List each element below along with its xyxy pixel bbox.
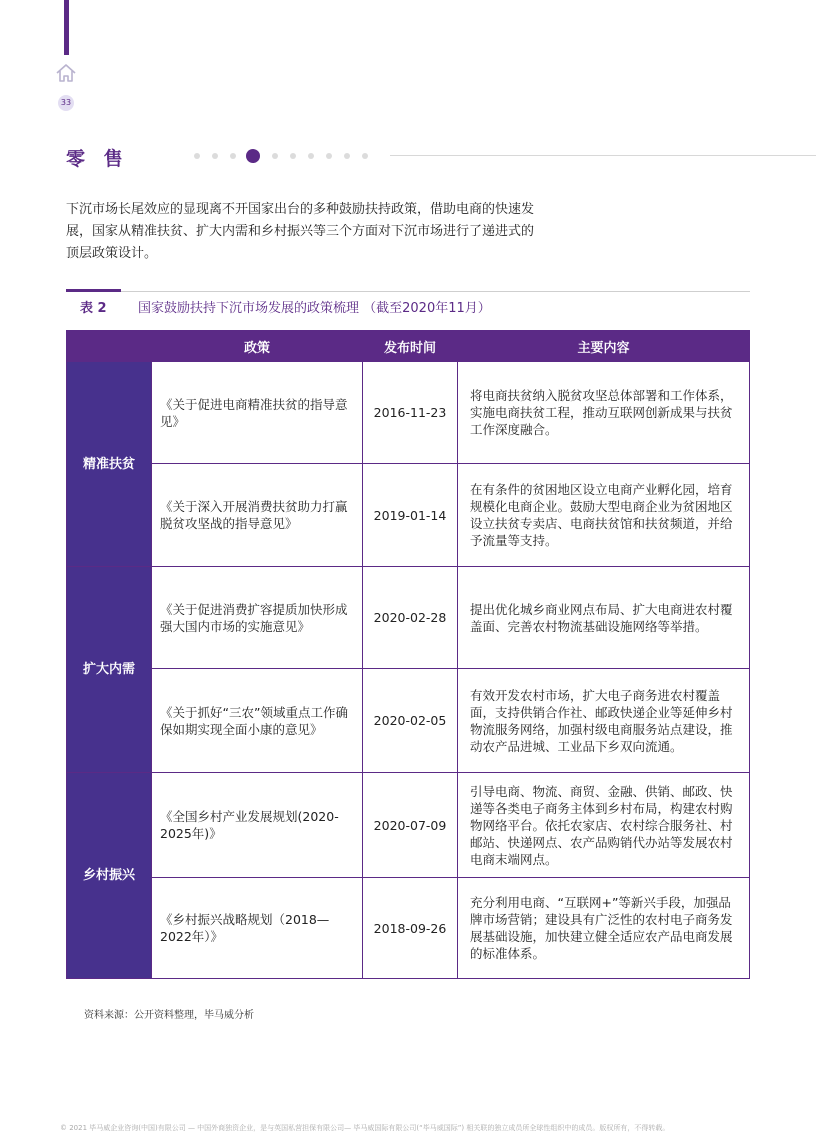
progress-dot xyxy=(272,153,278,159)
header-divider xyxy=(390,155,816,156)
intro-paragraph: 下沉市场长尾效应的显现离不开国家出台的多种鼓励扶持政策，借助电商的快速发展，国家从精准扶贫、扩大内需和乡村振兴等三个方面对下沉市场进行了递进式的顶层政策设计。 xyxy=(66,202,535,261)
accent-bar xyxy=(64,0,69,55)
content-cell: 有效开发农村市场，扩大电子商务进农村覆盖面，支持供销合作社、邮政快递企业等延伸乡村物流服务网络，加强村级电商服务站点建设，推动农产品进城、工业品下乡双向流通。 xyxy=(458,669,750,773)
progress-dot xyxy=(212,153,218,159)
category-cell: 精准扶贫 xyxy=(67,362,152,567)
header-category xyxy=(67,331,152,362)
page-number: 33 xyxy=(58,95,74,111)
content-cell: 引导电商、物流、商贸、金融、供销、邮政、快递等各类电子商务主体到乡村布局，构建农村购物网络平台。依托农家店、农村综合服务社、村邮站、快递网点、农产品购销代办站等发展农村电商末端网点。 xyxy=(458,773,750,878)
progress-dot xyxy=(230,153,236,159)
table-row xyxy=(67,464,750,567)
caption-accent xyxy=(66,289,121,292)
copyright-footer: © 2021 毕马威企业咨询(中国)有限公司 — 中国外商独资企业，是与英国私营担保有限公司— 毕马威国际有限公司(“毕马威国际”) 相关联的独立成员所全球性组织中的成员。版权所有，不得转载。 xyxy=(60,1124,670,1132)
progress-dot xyxy=(308,153,314,159)
table-row xyxy=(67,878,750,979)
progress-dot xyxy=(362,153,368,159)
table-row xyxy=(67,567,750,669)
content-cell: 提出优化城乡商业网点布局、扩大电商进农村覆盖面、完善农村物流基础设施网络等举措。 xyxy=(458,567,750,669)
table-caption: 国家鼓励扶持下沉市场发展的政策梳理 （截至2020年11月） xyxy=(138,301,491,316)
policy-cell: 《关于深入开展消费扶贫助力打赢脱贫攻坚战的指导意见》 xyxy=(152,464,363,567)
policy-cell: 《关于促进消费扩容提质加快形成强大国内市场的实施意见》 xyxy=(152,567,363,669)
header-content: 主要内容 xyxy=(458,331,750,362)
table-row xyxy=(67,773,750,878)
source-note: 资料来源：公开资料整理，毕马威分析 xyxy=(84,1010,254,1021)
progress-dot xyxy=(344,153,350,159)
content-cell: 将电商扶贫纳入脱贫攻坚总体部署和工作体系，实施电商扶贫工程，推动互联网创新成果与扶贫工作深度融合。 xyxy=(458,362,750,464)
policy-cell: 《全国乡村产业发展规划(2020-2025年)》 xyxy=(152,773,363,878)
home-icon[interactable] xyxy=(55,62,77,84)
content-cell: 在有条件的贫困地区设立电商产业孵化园，培育规模化电商企业。鼓励大型电商企业为贫困地区设立扶贫专卖店、电商扶贫馆和扶贫频道，并给予流量等支持。 xyxy=(458,464,750,567)
header-policy: 政策 xyxy=(152,331,363,362)
progress-dot-active xyxy=(246,149,260,163)
section-title: 零 售 xyxy=(66,148,129,170)
content-cell: 充分利用电商、“互联网+”等新兴手段，加强品牌市场营销；建设具有广泛性的农村电子商务发展基础设施，加快建立健全适应农产品电商发展的标准体系。 xyxy=(458,878,750,979)
progress-dot xyxy=(326,153,332,159)
policy-cell: 《关于促进电商精准扶贫的指导意见》 xyxy=(152,362,363,464)
caption-divider xyxy=(66,291,750,292)
category-cell: 乡村振兴 xyxy=(67,773,152,979)
date-cell: 2019-01-14 xyxy=(363,464,458,567)
header-date: 发布时间 xyxy=(363,331,458,362)
table-row xyxy=(67,362,750,464)
table-header-row xyxy=(67,331,750,362)
date-cell: 2020-02-28 xyxy=(363,567,458,669)
policy-cell: 《关于抓好“三农”领域重点工作确保如期实现全面小康的意见》 xyxy=(152,669,363,773)
policy-cell: 《乡村振兴战略规划（2018—2022年）》 xyxy=(152,878,363,979)
category-cell: 扩大内需 xyxy=(67,567,152,773)
date-cell: 2016-11-23 xyxy=(363,362,458,464)
table-row xyxy=(67,669,750,773)
date-cell: 2020-07-09 xyxy=(363,773,458,878)
table-label: 表 2 xyxy=(80,301,107,316)
date-cell: 2020-02-05 xyxy=(363,669,458,773)
progress-dot xyxy=(194,153,200,159)
date-cell: 2018-09-26 xyxy=(363,878,458,979)
policy-table xyxy=(66,330,750,979)
progress-dot xyxy=(290,153,296,159)
